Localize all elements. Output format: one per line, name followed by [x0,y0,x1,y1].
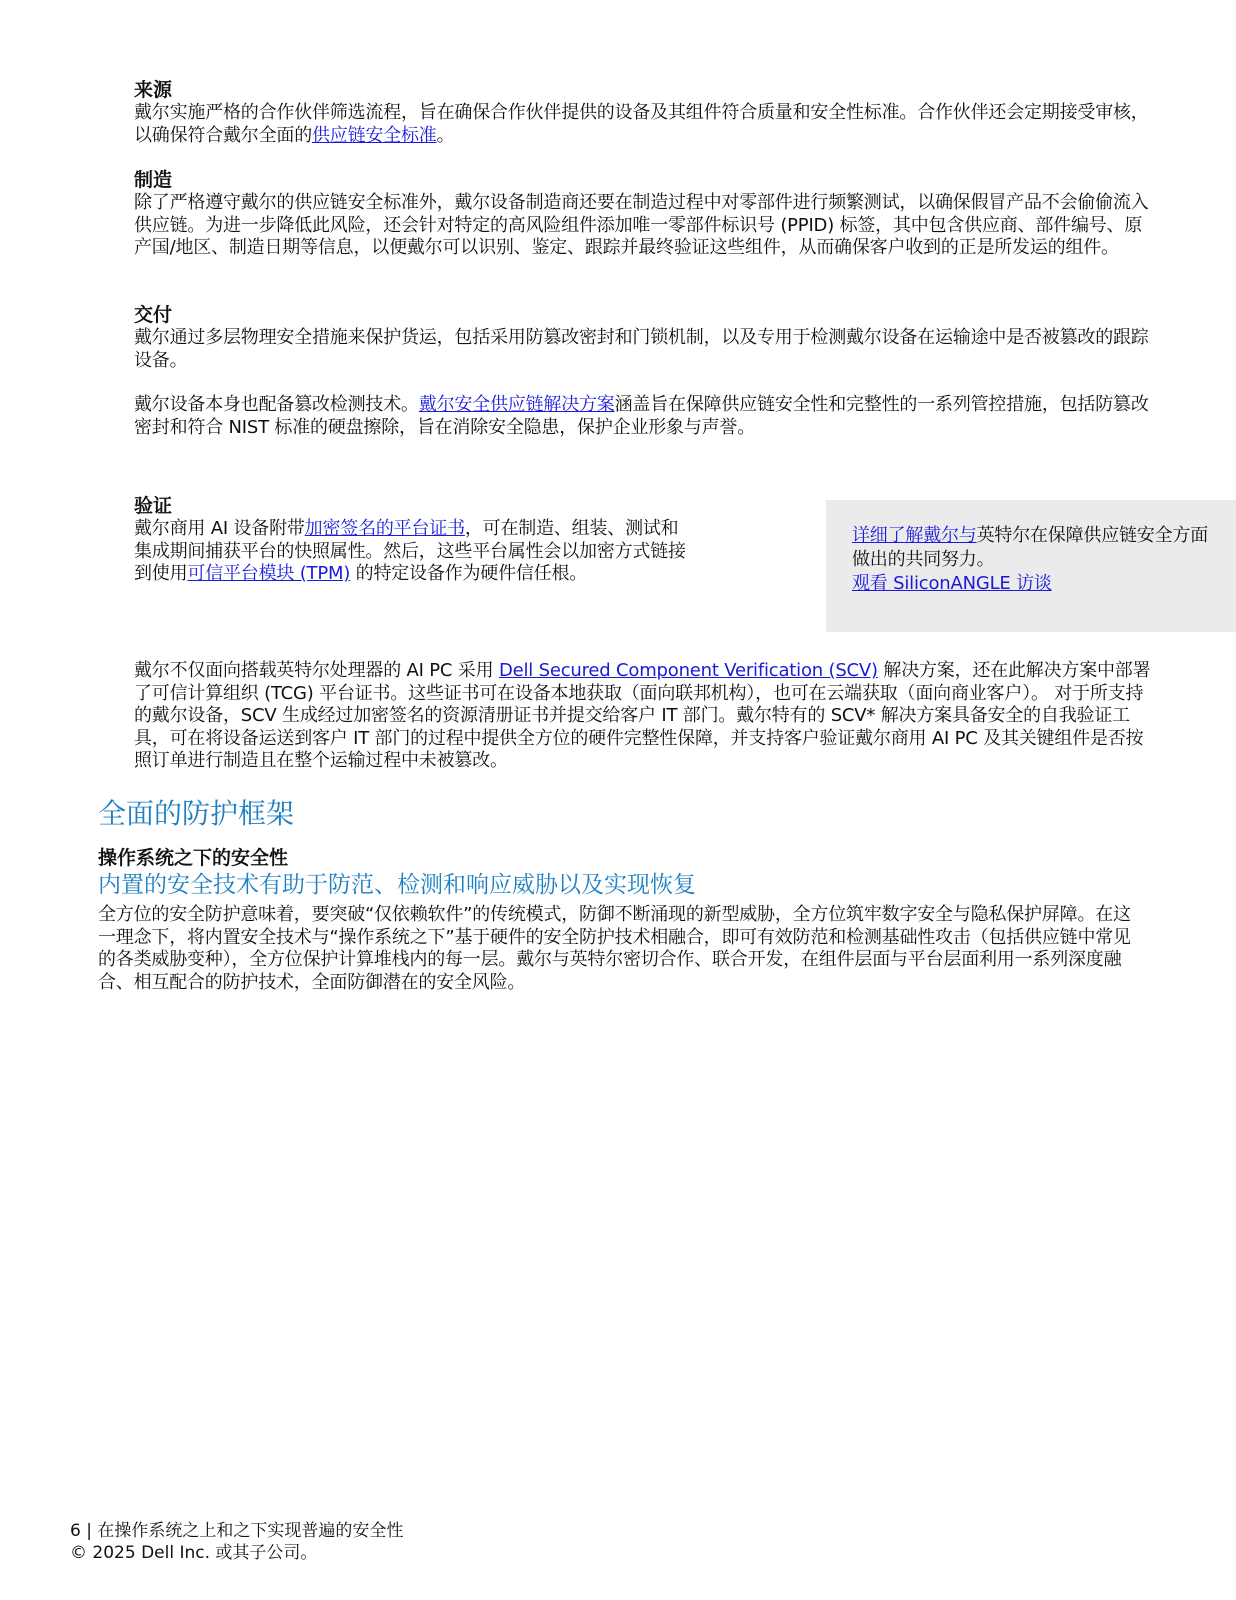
section-framework [98,904,1138,994]
framework-paragraph: 全方位的安全防护意味着，要突破“仅依赖软件”的传统模式，防御不断涌现的新型威胁，全方位筑牢数字安全与隐私保护屏障。在这一理念下，将内置安全技术与“操作系统之下”基于硬件的安全防护技术相融合，即可有效防范和检测基础性攻击（包括供应链中常见的各类威胁变种），全方位保护计算堆栈内的每一层。戴尔与英特尔密切合作、联合开发，在组件层面与平台层面利用一系列深度融合、相互配合的防护技术，全面防御潜在的安全风险。 [98,904,1131,993]
delivery-heading: 交付 [134,304,173,326]
platform-certificate-link[interactable]: 加密签名的平台证书 [304,518,465,539]
dell-scv-link[interactable]: Dell Secured Component Verification (SCV) [498,660,878,681]
section-delivery [134,303,1154,439]
sourcing-text-end: 。 [436,124,455,146]
page-footer [70,1520,403,1564]
callout-description: 英特尔在保障供应链安全方面做出的共同努力。 [852,525,1209,570]
footer-page-line: 6 | 在操作系统之上和之下实现普遍的安全性 [70,1521,404,1541]
verification-text-1: 戴尔商用 AI 设备附带 [134,518,305,539]
manufacturing-heading: 制造 [134,169,173,191]
verification-text-3: 的特定设备作为硬件信任根。 [350,563,588,584]
learn-more-link[interactable]: 详细了解戴尔与 [852,525,977,546]
manufacturing-paragraph: 除了严格遵守戴尔的供应链安全标准外，戴尔设备制造商还要在制造过程中对零部件进行频繁测试，以确保假冒产品不会偷偷流入供应链。为进一步降低此风险，还会针对特定的高风险组件添加唯一零部件标识号 (PPID) 标签，其中包含供应商、部件编号、原产国/地区、制造日期等信息，以便戴尔可以识别、鉴定、跟踪并最终验证这些组件，从而确保客户收到的正是所发运的组件。 [134,192,1149,258]
verification-heading: 验证 [134,495,173,517]
section-scv [134,660,1154,773]
delivery-paragraph-2 [134,394,1154,439]
scv-text-1: 戴尔不仅面向搭载英特尔处理器的 AI PC 采用 [134,660,499,681]
sourcing-paragraph [134,102,1154,147]
callout-text [852,524,1212,596]
framework-subheading: 操作系统之下的安全性 [98,847,289,869]
callout-box [826,500,1236,632]
scv-paragraph [134,660,1154,773]
delivery-paragraph-1: 戴尔通过多层物理安全措施来保护货运，包括采用防篡改密封和门锁机制，以及专用于检测戴尔设备在运输途中是否被篡改的跟踪设备。 [134,327,1149,371]
framework-title: 全面的防护框架 [98,797,295,830]
sourcing-text: 戴尔实施严格的合作伙伴筛选流程，旨在确保合作伙伴提供的设备及其组件符合质量和安全性标准。合作伙伴还会定期接受审核，以确保符合戴尔全面的 [134,102,1149,146]
tpm-link[interactable]: 可信平台模块 (TPM) [187,563,351,584]
delivery-text-2a: 戴尔设备本身也配备篡改检测技术。 [134,394,419,415]
framework-subtitle: 内置的安全技术有助于防范、检测和响应威胁以及实现恢复 [98,872,696,898]
footer-copyright: © 2025 Dell Inc. 或其子公司。 [70,1543,318,1563]
verification-text-2: ，可在制造、组装、测试和集成期间捕获平台的快照属性。然后，这些平台属性会以加密方式链接到使用 [134,518,686,584]
siliconangle-interview-link[interactable]: 观看 SiliconANGLE 访谈 [852,573,1052,594]
sourcing-heading: 来源 [134,79,173,101]
scv-text-2: 解决方案，还在此解决方案中部署了可信计算组织 (TCG) 平台证书。这些证书可在设备本地获取（面向联邦机构），也可在云端获取（面向商业客户）。 对于所支持的戴尔设备，SCV 生成经过加密签名的资源清册证书并提交给客户 IT 部门。戴尔特有的 SCV* 解决方案具备安全的自我验证工具，可在将设备运送到客户 IT 部门的过程中提供全方位的硬件完整性保障，并支持客户验证戴尔商用 AI PC 及其关键组件是否按照订单进行制造且在整个运输过程中未被篡改。 [134,660,1151,771]
verification-paragraph [134,518,694,586]
secured-supply-chain-link[interactable]: 戴尔安全供应链解决方案 [418,394,615,415]
section-verification [134,494,694,586]
section-manufacturing [134,168,1154,260]
section-sourcing [134,78,1154,147]
delivery-text-2b: 涵盖旨在保障供应链安全性和完整性的一系列管控措施，包括防篡改密封和符合 NIST 标准的硬盘擦除，旨在消除安全隐患，保护企业形象与声誉。 [134,394,1149,438]
supply-chain-security-standards-link[interactable]: 供应链安全标准 [312,124,437,146]
